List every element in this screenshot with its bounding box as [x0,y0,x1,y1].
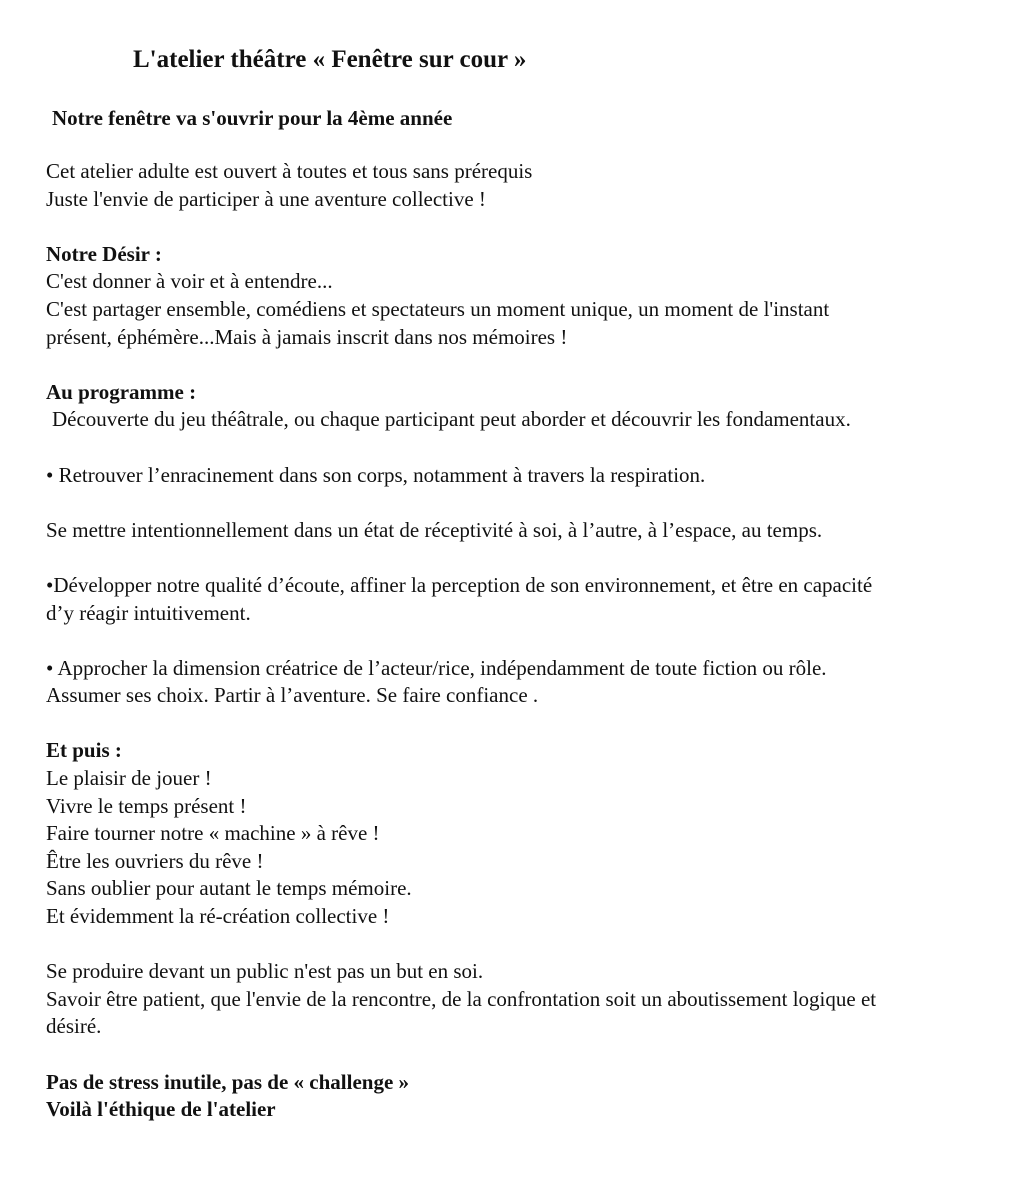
etpuis-section [46,737,1006,930]
page-title: L'atelier théâtre « Fenêtre sur cour » [133,46,527,73]
intro-line: Juste l'envie de participer à une aventure collective ! [46,186,486,211]
page-subtitle: Notre fenêtre va s'ouvrir pour la 4ème année [52,106,453,130]
programme-bullet-2 [46,572,1006,627]
public-line: désiré. [46,1014,102,1039]
etpuis-line: Le plaisir de jouer ! [46,766,212,791]
programme-bullet-3 [46,655,1006,710]
desir-line: présent, éphémère...Mais à jamais inscrit dans nos mémoires ! [46,324,568,349]
programme-heading: Au programme : [46,379,197,404]
bullet-line: • Approcher la dimension créatrice de l’acteur/rice, indépendamment de toute fiction ou rôle. [46,655,827,680]
etpuis-heading: Et puis : [46,738,122,763]
document-body [46,158,1006,1151]
intro-line: Cet atelier adulte est ouvert à toutes et tous sans prérequis [46,159,533,183]
programme-bullet-1 [46,462,1006,490]
intro-paragraph [46,158,1006,213]
desir-section [46,241,1006,351]
etpuis-line: Vivre le temps présent ! [46,793,247,818]
bullet-line: • Retrouver l’enracinement dans son corps, notamment à travers la respiration. [46,462,706,487]
desir-line: C'est donner à voir et à entendre... [46,269,333,294]
programme-paragraph-2 [46,517,1006,545]
closing-line: Pas de stress inutile, pas de « challenge » [46,1069,410,1094]
bullet-line: Assumer ses choix. Partir à l’aventure. Se faire confiance . [46,683,539,708]
bullet-line: d’y réagir intuitivement. [46,600,251,625]
paragraph-line: Se mettre intentionnellement dans un état de réceptivité à soi, à l’autre, à l’espace, au temps. [46,517,823,542]
etpuis-line: Et évidemment la ré-création collective ! [46,904,390,929]
public-line: Se produire devant un public n'est pas un but en soi. [46,959,484,984]
closing-line: Voilà l'éthique de l'atelier [46,1097,276,1122]
desir-heading: Notre Désir : [46,241,162,266]
desir-line: C'est partager ensemble, comédiens et spectateurs un moment unique, un moment de l'instant [46,296,830,321]
public-line: Savoir être patient, que l'envie de la rencontre, de la confrontation soit un aboutissement logique et [46,986,877,1011]
closing-section [46,1069,1006,1124]
bullet-line: •Développer notre qualité d’écoute, affiner la perception de son environnement, et être en capacité [46,572,873,597]
public-paragraph [46,958,1006,1041]
programme-intro: Découverte du jeu théâtrale, ou chaque participant peut aborder et découvrir les fondamentaux. [52,407,851,432]
etpuis-line: Faire tourner notre « machine » à rêve ! [46,821,380,846]
etpuis-line: Sans oublier pour autant le temps mémoire. [46,876,412,901]
programme-section [46,379,1006,434]
etpuis-line: Être les ouvriers du rêve ! [46,848,264,873]
